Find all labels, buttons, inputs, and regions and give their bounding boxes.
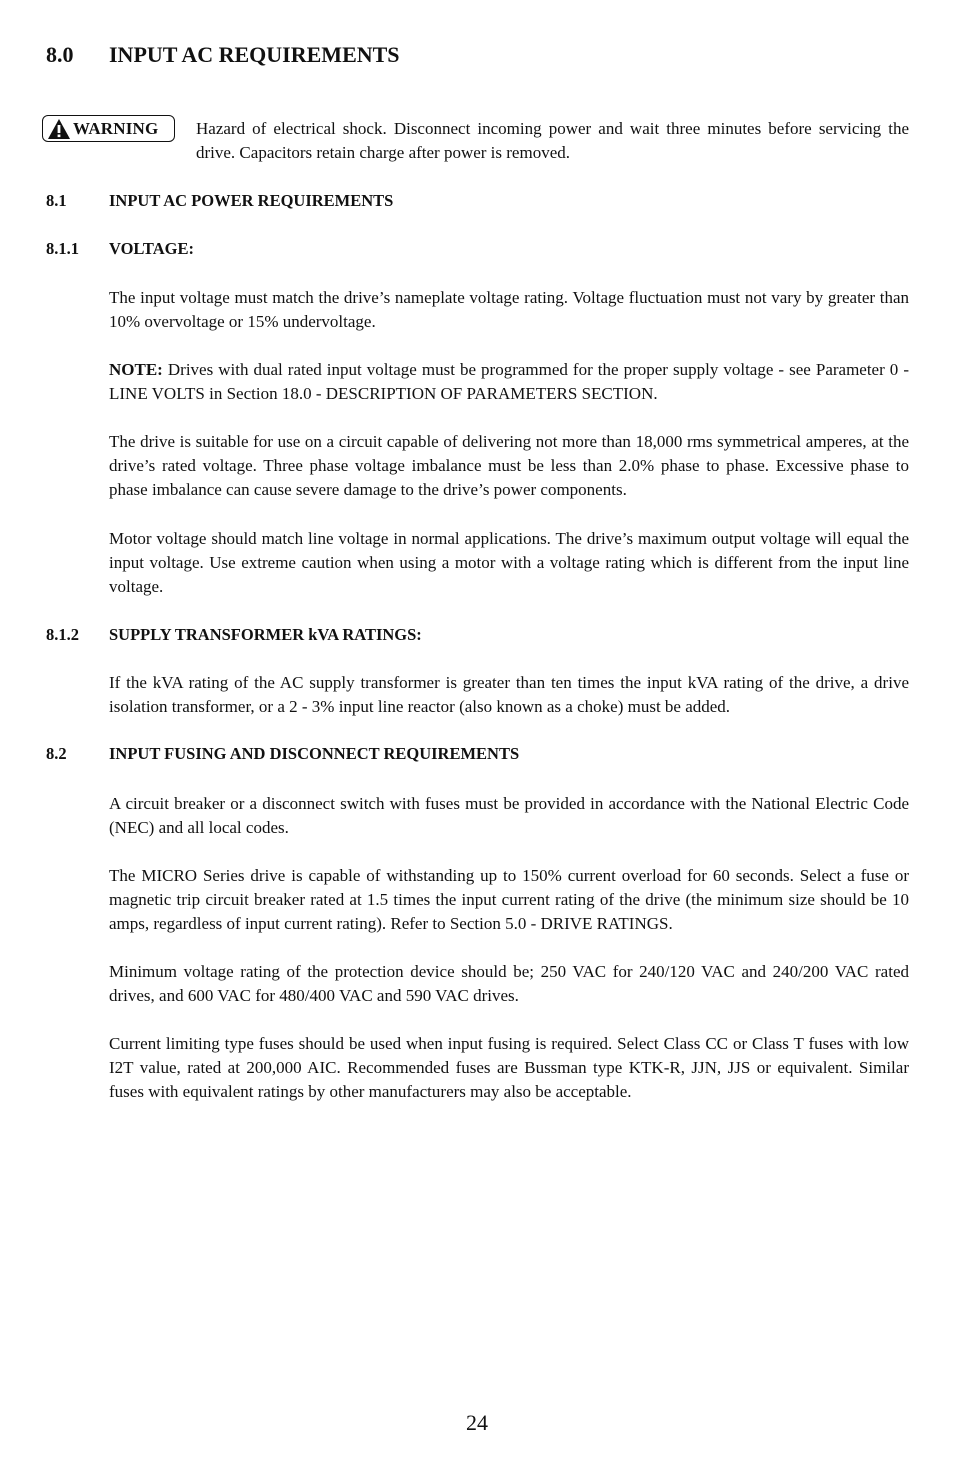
section-heading-8-1 — [46, 191, 393, 211]
note-label: NOTE: — [109, 360, 163, 379]
page-number: 24 — [466, 1410, 488, 1435]
warning-badge — [42, 115, 175, 142]
paragraph-fuse-type: Current limiting type fuses should be used when input fusing is required. Select Class CC or Class T fuses with low I2T value, rated at 200,000 AIC. Recommended fuses are Bussman type KTK-R, JJN, JJS or equivalent. Similar fuses with equivalent ratings by other manufacturers may also be acceptable. — [109, 1034, 909, 1102]
section-number: 8.0 — [46, 42, 74, 67]
warning-text: Hazard of electrical shock. Disconnect incoming power and wait three minutes before servicing the drive. Capacitors retain charge after power is removed. — [196, 119, 909, 162]
section-title: INPUT FUSING AND DISCONNECT REQUIREMENTS — [109, 744, 520, 763]
paragraph-protection-voltage: Minimum voltage rating of the protection device should be; 250 VAC for 240/120 VAC and 240/200 VAC rated drives, and 600 VAC for 480/400 VAC and 590 VAC drives. — [109, 962, 909, 1006]
section-number: 8.1.2 — [46, 625, 79, 644]
paragraph-voltage-tolerance: The input voltage must match the drive’s nameplate voltage rating. Voltage fluctuation must not vary by greater than 10% overvoltage or 15% undervoltage. — [109, 288, 909, 332]
warning-triangle-icon — [47, 118, 71, 140]
paragraph-circuit-capacity: The drive is suitable for use on a circuit capable of delivering not more than 18,000 rms symmetrical amperes, at the drive’s rated voltage. Three phase voltage imbalance must be less than 2.0% phase to phase. Excessive phase to phase imbalance can cause severe damage to the drive’s power components. — [109, 432, 909, 500]
paragraph-motor-voltage: Motor voltage should match line voltage in normal applications. The drive’s maximum output voltage will equal the input voltage. Use extreme caution when using a motor with a voltage rating which is different from the input line voltage. — [109, 529, 909, 597]
section-number: 8.1.1 — [46, 239, 79, 258]
paragraph-overload: The MICRO Series drive is capable of withstanding up to 150% current overload for 60 seconds. Select a fuse or magnetic trip circuit breaker rated at 1.5 times the input current rating of the drive (the minimum size should be 10 amps, regardless of input current rating). Refer to Section 5.0 - DRIVE RATINGS. — [109, 866, 909, 934]
section-number: 8.2 — [46, 744, 67, 763]
section-heading-8-1-2 — [46, 625, 422, 645]
section-title: INPUT AC REQUIREMENTS — [109, 42, 400, 67]
paragraph-circuit-breaker: A circuit breaker or a disconnect switch with fuses must be provided in accordance with the National Electric Code (NEC) and all local codes. — [109, 794, 909, 838]
note-text: Drives with dual rated input voltage must be programmed for the proper supply voltage - see Parameter 0 - LINE VOLTS in Section 18.0 - DESCRIPTION OF PARAMETERS SECTION. — [109, 360, 909, 404]
section-title: INPUT AC POWER REQUIREMENTS — [109, 191, 394, 210]
warning-label: WARNING — [73, 118, 159, 138]
section-number: 8.1 — [46, 191, 67, 210]
paragraph-kva-rating: If the kVA rating of the AC supply transformer is greater than ten times the input kVA rating of the drive, a drive isolation transformer, or a 2 - 3% input line reactor (also known as a choke) must be added. — [109, 673, 909, 717]
paragraph-note — [109, 358, 909, 406]
section-title: SUPPLY TRANSFORMER kVA RATINGS: — [109, 625, 422, 644]
section-heading-8-0 — [46, 42, 400, 68]
section-heading-8-2 — [46, 744, 519, 764]
section-heading-8-1-1 — [46, 239, 194, 259]
section-title: VOLTAGE: — [109, 239, 194, 258]
